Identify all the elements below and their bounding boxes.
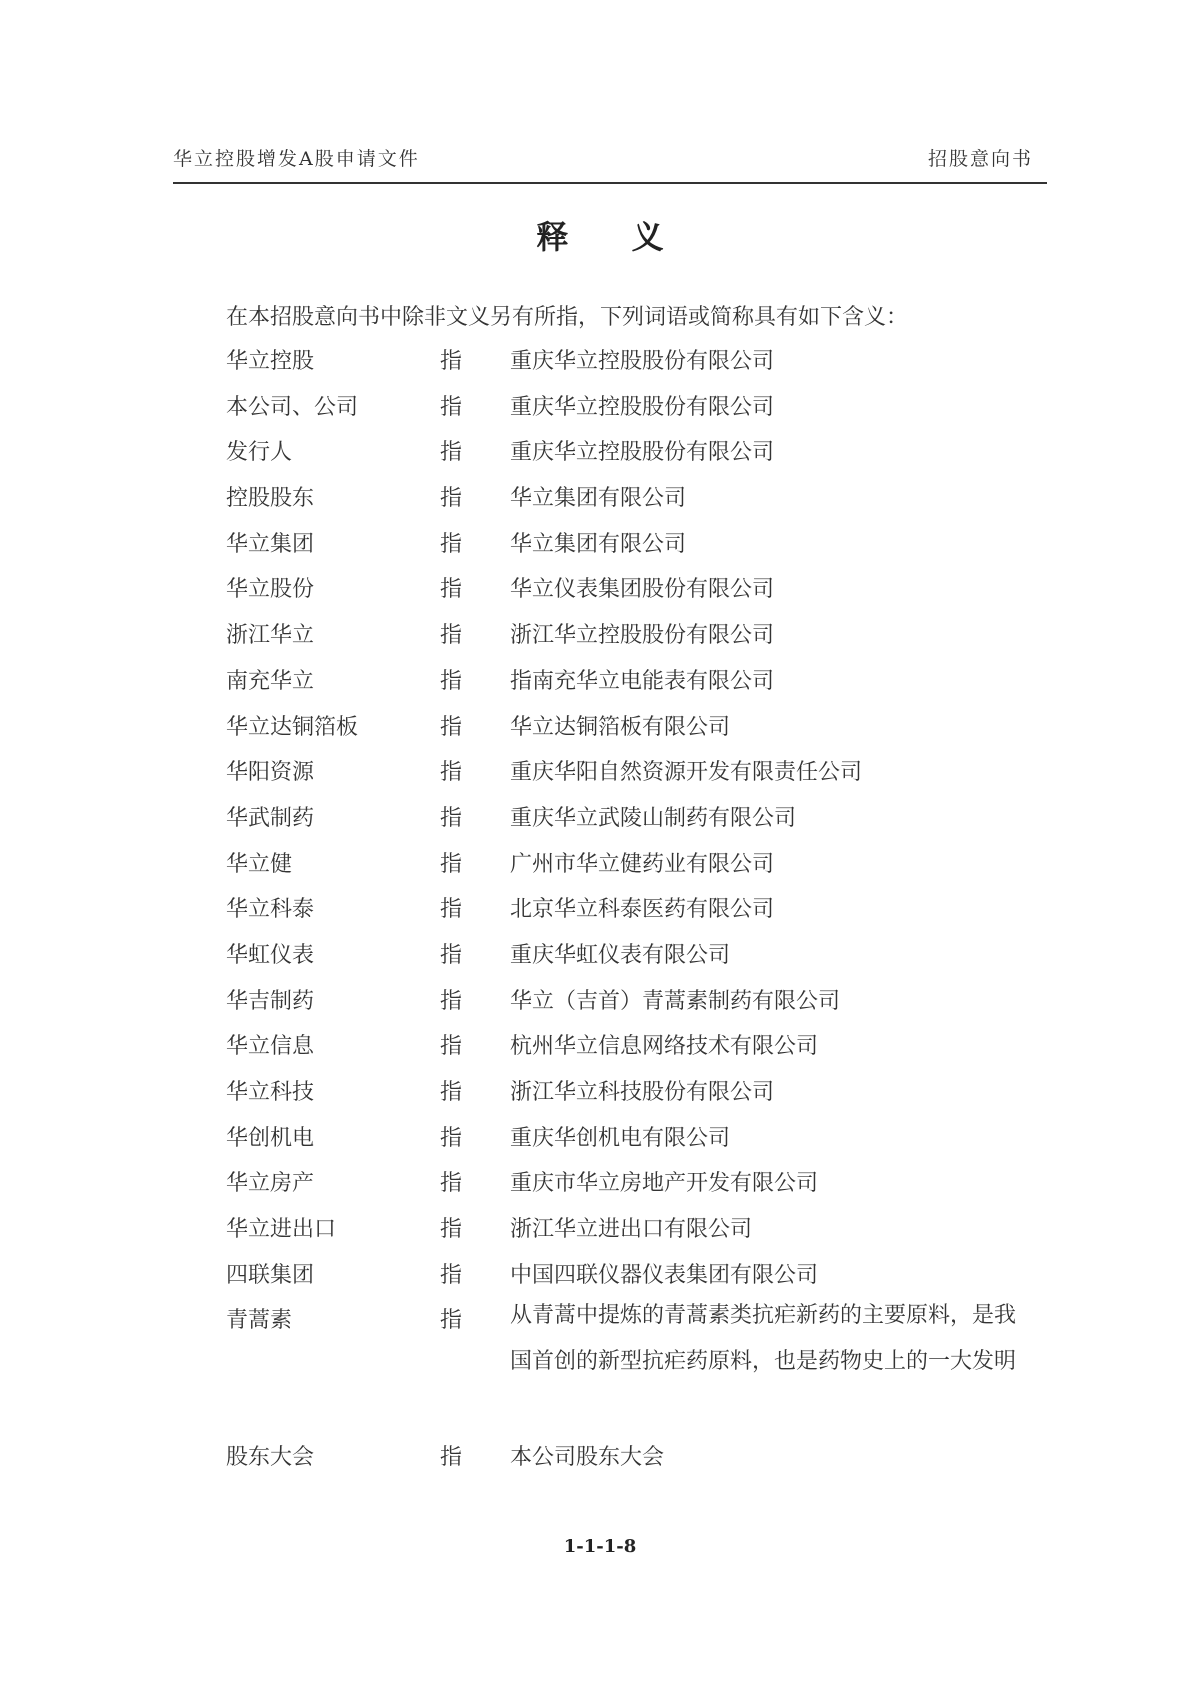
definition-ref: 指	[440, 1217, 463, 1243]
definition-row	[226, 1212, 1046, 1258]
definition-meaning: 重庆华立武陵山制药有限公司	[510, 805, 797, 831]
definition-ref: 指	[440, 988, 463, 1014]
definition-term: 华立控股	[226, 349, 315, 374]
definition-meaning: 重庆华阳自然资源开发有限责任公司	[510, 760, 863, 786]
definition-meaning: 华立（吉首）青蒿素制药有限公司	[510, 988, 841, 1014]
definition-meaning: 本公司股东大会	[510, 1445, 665, 1471]
definition-row	[226, 938, 1046, 984]
definition-term: 华立股份	[226, 577, 315, 603]
definition-meaning: 浙江华立进出口有限公司	[510, 1217, 753, 1243]
header-divider	[173, 182, 1047, 184]
definition-meaning: 华立仪表集团股份有限公司	[510, 577, 775, 603]
definition-row	[226, 847, 1046, 893]
definition-meaning: 杭州华立信息网络技术有限公司	[510, 1034, 819, 1060]
definition-term: 华吉制药	[226, 988, 315, 1014]
definition-ref: 指	[440, 349, 463, 374]
definition-row	[226, 984, 1046, 1030]
definition-term: 华武制药	[226, 805, 315, 831]
definition-row	[226, 572, 1046, 618]
definition-ref: 指	[440, 668, 463, 694]
definition-meaning: 浙江华立科技股份有限公司	[510, 1080, 775, 1105]
definition-row	[226, 1303, 1046, 1440]
definition-meaning: 重庆华立控股股份有限公司	[510, 394, 775, 420]
definition-ref: 指	[440, 851, 463, 877]
definition-meaning: 华立集团有限公司	[510, 486, 687, 512]
intro-paragraph: 在本招股意向书中除非文义另有所指，下列词语或简称具有如下含义：	[226, 305, 909, 330]
page-title: 释 义	[536, 218, 690, 256]
definition-ref: 指	[440, 714, 463, 740]
definition-row	[226, 435, 1046, 481]
definition-ref: 指	[440, 760, 463, 786]
definition-ref: 指	[440, 531, 463, 557]
definition-ref: 指	[440, 1445, 463, 1471]
definition-ref: 指	[440, 1125, 463, 1151]
definition-meaning: 浙江华立控股股份有限公司	[510, 623, 775, 649]
definition-meaning: 广州市华立健药业有限公司	[510, 851, 775, 877]
definition-row	[226, 1121, 1046, 1167]
page-number: 1-1-1-8	[563, 1536, 637, 1557]
definition-meaning: 指南充华立电能表有限公司	[510, 668, 775, 694]
definition-term: 华立达铜箔板	[226, 714, 359, 740]
definition-row	[226, 755, 1046, 801]
definition-ref: 指	[440, 1262, 463, 1288]
header-document-type: 招股意向书	[927, 148, 1033, 170]
definition-term: 本公司、公司	[226, 394, 359, 420]
definition-meaning: 重庆华创机电有限公司	[510, 1125, 731, 1151]
definition-meaning: 重庆市华立房地产开发有限公司	[510, 1171, 819, 1197]
definition-row	[226, 1166, 1046, 1212]
definition-ref: 指	[440, 1034, 463, 1060]
definition-row	[226, 664, 1046, 710]
definition-meaning: 华立集团有限公司	[510, 531, 687, 557]
definition-row	[226, 1075, 1046, 1121]
definition-ref: 指	[440, 577, 463, 603]
definition-row	[226, 481, 1046, 527]
definition-ref: 指	[440, 1080, 463, 1105]
definition-ref: 指	[440, 1308, 463, 1334]
definition-ref: 指	[440, 1171, 463, 1197]
definition-ref: 指	[440, 623, 463, 649]
definition-row	[226, 892, 1046, 938]
definition-meaning: 重庆华虹仪表有限公司	[510, 942, 731, 968]
definition-term: 华立房产	[226, 1171, 315, 1197]
definition-term: 华创机电	[226, 1125, 315, 1151]
definition-ref: 指	[440, 805, 463, 831]
definition-term: 南充华立	[226, 668, 315, 694]
definition-meaning: 华立达铜箔板有限公司	[510, 714, 731, 740]
definition-meaning: 重庆华立控股股份有限公司	[510, 349, 775, 374]
definition-row	[226, 1029, 1046, 1075]
definition-meaning: 从青蒿中提炼的青蒿素类抗疟新药的主要原料，是我国首创的新型抗疟药原料，也是药物史上的一大发明	[510, 1303, 1017, 1375]
definition-term: 青蒿素	[226, 1308, 293, 1334]
definition-row	[226, 710, 1046, 756]
definition-term: 浙江华立	[226, 623, 315, 649]
definition-row	[226, 527, 1046, 573]
definition-term: 控股股东	[226, 486, 315, 512]
definition-term: 发行人	[226, 440, 293, 466]
page-header	[173, 144, 1033, 172]
definition-term: 股东大会	[226, 1445, 315, 1471]
definition-ref: 指	[440, 942, 463, 968]
definition-term: 华立科技	[226, 1080, 315, 1105]
definition-ref: 指	[440, 897, 463, 923]
definition-ref: 指	[440, 440, 463, 466]
definition-ref: 指	[440, 486, 463, 512]
definition-term: 华阳资源	[226, 760, 315, 786]
definition-ref: 指	[440, 394, 463, 420]
definition-term: 华立健	[226, 851, 293, 877]
definition-term: 华立信息	[226, 1034, 315, 1060]
definition-row	[226, 344, 1046, 390]
definition-meaning: 重庆华立控股股份有限公司	[510, 440, 775, 466]
definition-term: 华立科泰	[226, 897, 315, 923]
header-document-title: 华立控股增发A股申请文件	[173, 148, 420, 170]
definition-term: 华立集团	[226, 531, 315, 557]
definition-meaning: 中国四联仪器仪表集团有限公司	[510, 1262, 819, 1288]
definition-term: 华立进出口	[226, 1217, 337, 1243]
definition-row	[226, 618, 1046, 664]
definition-row	[226, 390, 1046, 436]
definition-row	[226, 1440, 1046, 1486]
definition-meaning: 北京华立科泰医药有限公司	[510, 897, 775, 923]
definition-term: 四联集团	[226, 1262, 315, 1288]
definitions-list	[226, 344, 1046, 1486]
definition-term: 华虹仪表	[226, 942, 315, 968]
definition-row	[226, 801, 1046, 847]
